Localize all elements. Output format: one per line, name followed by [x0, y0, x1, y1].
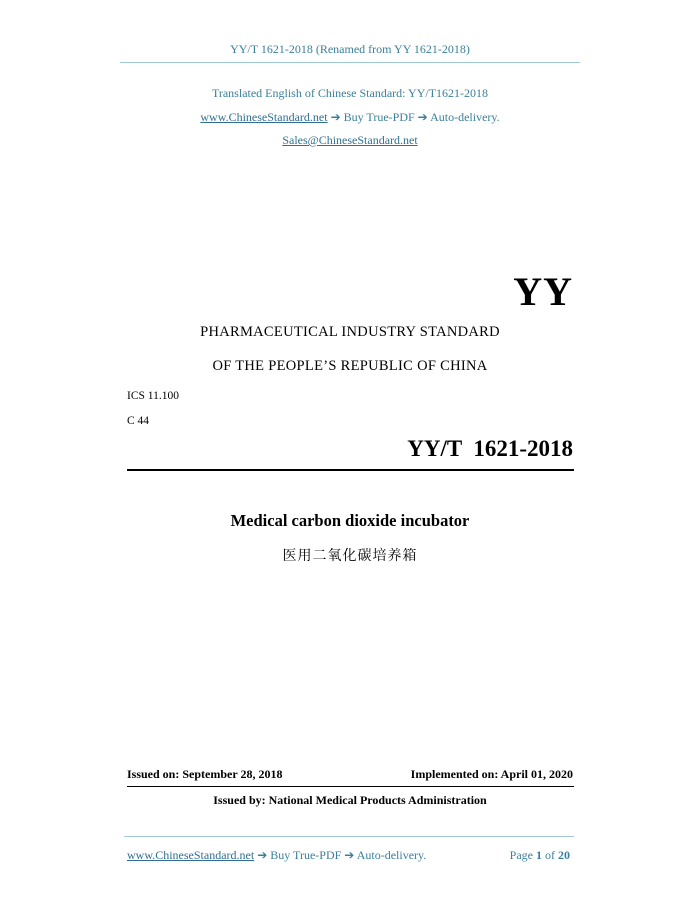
auto-delivery-text: Auto-delivery. — [430, 110, 500, 124]
issued-on-date: Issued on: September 28, 2018 — [127, 767, 283, 781]
page-indicator — [510, 848, 570, 863]
running-header — [0, 42, 700, 57]
issued-by: Issued by: National Medical Products Administration — [213, 793, 487, 807]
issuing-org-line2: OF THE PEOPLE’S REPUBLIC OF CHINA — [212, 358, 488, 374]
issuing-org-line1: PHARMACEUTICAL INDUSTRY STANDARD — [200, 324, 500, 340]
translation-note-text: Translated English of Chinese Standard: YY/T1621-2018 — [211, 86, 489, 100]
email-line — [0, 133, 700, 148]
header-divider — [120, 62, 580, 63]
site-link[interactable]: www.ChineseStandard.net — [200, 110, 328, 124]
ics-code: ICS 11.100 — [127, 390, 179, 402]
page-total: 20 — [558, 848, 570, 862]
page-label: Page — [509, 848, 533, 862]
footer-site-link[interactable]: www.ChineseStandard.net — [127, 848, 255, 862]
footer-auto-delivery-text: Auto-delivery. — [356, 848, 427, 862]
arrow-right-icon: ➔ — [344, 848, 355, 862]
document-title-cn: 医用二氧化碳培养箱 — [282, 548, 418, 564]
translation-note-line — [0, 86, 700, 101]
standard-mark: YY — [513, 269, 573, 314]
page-of-label: of — [545, 848, 555, 862]
arrow-right-icon: ➔ — [417, 110, 428, 124]
ccs-code: C 44 — [127, 415, 150, 427]
dates-rule — [127, 786, 574, 787]
arrow-right-icon: ➔ — [257, 848, 268, 862]
implemented-on-date: Implemented on: April 01, 2020 — [410, 767, 573, 781]
arrow-right-icon: ➔ — [330, 110, 341, 124]
footer-divider — [124, 836, 574, 837]
running-header-title: YY/T 1621-2018 (Renamed from YY 1621-2018) — [230, 42, 470, 56]
title-rule — [127, 469, 574, 471]
email-link[interactable]: Sales@ChineseStandard.net — [282, 133, 418, 147]
standard-number: YY/T 1621-2018 — [407, 436, 573, 461]
footer-buy-pdf-text: Buy True-PDF — [270, 848, 342, 862]
purchase-line — [0, 110, 700, 125]
page-current: 1 — [536, 848, 542, 862]
buy-pdf-text: Buy True-PDF — [343, 110, 415, 124]
footer-purchase-line — [127, 848, 426, 863]
document-title-en: Medical carbon dioxide incubator — [230, 511, 470, 530]
